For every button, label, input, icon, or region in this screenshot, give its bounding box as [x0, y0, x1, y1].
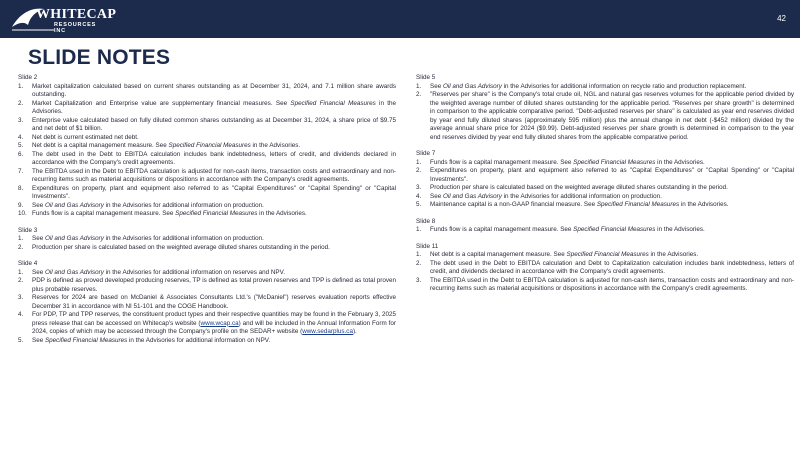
- note-number: 7.: [18, 167, 24, 175]
- note-text: [430, 167, 794, 184]
- note-text-run: in the Advisories.: [655, 158, 705, 166]
- note-number: 2.: [18, 243, 24, 251]
- note-item: [18, 117, 396, 134]
- italic-reference: Oil and Gas Advisory: [44, 201, 104, 209]
- note-text-run: in the Advisories for additional information on production.: [103, 235, 264, 242]
- note-text-run: "Reserves per share" is the Company's total crude oil, NGL and natural gas reserves volumes for the applicable period divided by the weighted average number of diluted shares outstanding for the applicable period. "Reserves per share growth" is determined in comparison to the applicable comparative period. "Debt-adjusted reserves per share" is calculated as year end reserves divided by year end fully diluted shares (approximately 595 million) plus the annual change in net debt (-$452 million) divided by the average annual share price for 2024 ($9.99). Debt-adjusted reserves per share growth is determined in comparison to the year end reserves divided by year end fully diluted shares from the applicable comparative period.: [430, 91, 794, 141]
- section-heading: Slide 3: [18, 226, 38, 234]
- note-text: [430, 260, 794, 277]
- note-item: [416, 159, 794, 168]
- header-bar: [0, 0, 800, 38]
- note-text: [32, 100, 396, 117]
- note-text-run: Expenditures on property, plant and equipment also referred to as "Capital Expenditures" or "Capital Spending" or "Capital Investments".: [430, 167, 794, 183]
- italic-reference: Specified Financial Measures: [44, 336, 128, 344]
- note-number: 1.: [18, 268, 24, 276]
- note-number: 4.: [18, 311, 24, 318]
- note-text: [32, 168, 396, 185]
- note-text: [430, 193, 794, 202]
- note-text-run: Maintenance capital is a non-GAAP financial measure. See: [430, 201, 597, 208]
- note-text: [32, 235, 396, 244]
- note-text-run: Funds flow is a capital management measure. See: [430, 158, 574, 166]
- note-number: 3.: [416, 184, 422, 191]
- note-item: [18, 294, 396, 311]
- note-text-run: Net debt is current estimated net debt.: [32, 133, 139, 141]
- note-item: [416, 184, 794, 193]
- note-number: 2.: [416, 91, 422, 98]
- note-number: 3.: [18, 116, 24, 124]
- note-item: [18, 210, 396, 219]
- website-link[interactable]: www.sedarplus.ca: [302, 328, 353, 335]
- note-text: [430, 184, 794, 193]
- note-text-run: in the Advisories.: [655, 226, 705, 233]
- italic-reference: Specified Financial Measures: [168, 142, 251, 149]
- italic-reference: Specified Financial Measures: [566, 251, 649, 258]
- note-text: [32, 83, 396, 100]
- note-text-run: ) and will be included in the Annual Information Form for 2024, copies of which may be accessed through the Company's profile on the SEDAR+ website (: [32, 319, 396, 335]
- note-text-run: Market Capitalization and Enterprise value are supplementary financial measures. See: [32, 99, 291, 107]
- note-text-run: in the Advisories for additional information on recycle ratio and production replacement.: [501, 82, 747, 90]
- note-text-run: ).: [352, 328, 357, 335]
- section-heading: Slide 8: [416, 217, 436, 225]
- note-item: [416, 260, 794, 277]
- note-number: 9.: [18, 201, 24, 209]
- note-item: [18, 142, 396, 151]
- note-item: [18, 277, 396, 294]
- logo-subtitle: RESOURCES INC: [54, 22, 97, 34]
- section-heading: Slide 5: [416, 74, 436, 81]
- note-item: [416, 226, 794, 235]
- note-text-run: in the Advisories.: [679, 201, 729, 208]
- note-number: 2.: [416, 259, 422, 267]
- note-item: [416, 167, 794, 184]
- note-text-run: Net debt is a capital management measure. See: [32, 142, 169, 149]
- section-heading: Slide 2: [18, 74, 38, 81]
- note-number: 5.: [18, 336, 24, 344]
- note-text: [430, 201, 794, 210]
- note-number: 1.: [416, 251, 422, 258]
- note-text-run: See: [32, 235, 45, 242]
- note-item: [18, 311, 396, 337]
- note-number: 1.: [18, 235, 24, 242]
- note-item: [18, 235, 396, 244]
- note-text: [32, 134, 396, 143]
- note-text-run: Production per share is calculated based on the weighted average diluted shares outstanding in the period.: [430, 184, 728, 191]
- note-text-run: Production per share is calculated based on the weighted average diluted shares outstanding in the period.: [32, 243, 330, 251]
- note-number: 1.: [416, 158, 422, 166]
- note-number: 3.: [416, 276, 422, 284]
- note-text-run: in the Advisories.: [32, 99, 396, 115]
- note-text: [32, 117, 396, 134]
- left-notes-column: [18, 74, 396, 353]
- note-text-run: See: [32, 336, 45, 344]
- note-text-run: Enterprise value calculated based on fully diluted common shares outstanding as at December 31, 2024, a share price of $9.75 and net debt of $1 billion.: [32, 116, 396, 132]
- italic-reference: Oil and Gas Advisory: [442, 82, 502, 90]
- note-item: [416, 251, 794, 260]
- note-item: [18, 185, 396, 202]
- notes-section: [18, 260, 396, 345]
- section-heading: Slide 4: [18, 260, 38, 267]
- note-item: [18, 100, 396, 117]
- italic-reference: Oil and Gas Advisory: [44, 268, 104, 276]
- note-number: 3.: [18, 294, 24, 301]
- note-text-run: For PDP, TP and TPP reserves, the constituent product types and their respective quantities may be found in the February 3, 2025 press release that can be accessed on Whitecap's website (: [32, 311, 396, 327]
- note-text-run: See: [32, 268, 45, 276]
- note-text: [430, 83, 794, 92]
- italic-reference: Specified Financial Measures: [175, 210, 258, 217]
- note-item: [18, 134, 396, 143]
- note-text-run: Market capitalization calculated based on current shares outstanding as at December 31, 2024, and 7.1 million share awards outstanding.: [32, 82, 396, 98]
- note-number: 10.: [18, 210, 27, 217]
- note-item: [18, 202, 396, 211]
- page-title: SLIDE NOTES: [28, 46, 171, 69]
- note-item: [416, 277, 794, 294]
- note-text-run: Funds flow is a capital management measure. See: [430, 226, 574, 233]
- note-text: [32, 185, 396, 202]
- website-link[interactable]: www.wcap.ca: [200, 319, 239, 327]
- note-item: [18, 83, 396, 100]
- logo-wordmark: WHITECAP: [36, 7, 117, 22]
- section-heading: Slide 11: [416, 242, 439, 250]
- note-item: [18, 168, 396, 185]
- note-number: 8.: [18, 184, 24, 192]
- note-text-run: in the Advisories for additional information on production.: [103, 201, 264, 209]
- note-text-run: See: [430, 192, 443, 200]
- note-number: 1.: [416, 82, 422, 90]
- note-text: [32, 294, 396, 311]
- section-heading: Slide 7: [416, 150, 436, 157]
- italic-reference: Oil and Gas Advisory: [44, 235, 104, 242]
- note-text: [32, 311, 396, 337]
- note-number: 5.: [18, 142, 24, 149]
- notes-section: [18, 227, 396, 253]
- notes-section: [416, 150, 794, 210]
- note-item: [18, 244, 396, 253]
- note-text: [32, 277, 396, 294]
- note-number: 5.: [416, 201, 422, 208]
- note-text: [430, 226, 794, 235]
- note-text-run: Net debt is a capital management measure. See: [430, 251, 567, 258]
- note-text-run: See: [430, 82, 443, 90]
- note-number: 1.: [416, 226, 422, 233]
- note-number: 4.: [416, 192, 422, 200]
- note-item: [18, 269, 396, 278]
- note-text-run: The EBITDA used in the Debt to EBITDA calculation is adjusted for non-cash items, transaction costs and extraordinary and non-recurring items such as material acquisitions or dispositions in accordance with the Company's credit agreements.: [32, 167, 396, 183]
- note-item: [416, 193, 794, 202]
- note-text: [32, 244, 396, 253]
- note-item: [416, 201, 794, 210]
- note-text: [32, 269, 396, 278]
- note-text: [32, 337, 396, 346]
- note-text-run: PDP is defined as proved developed producing reserves, TP is defined as total proven reserves and TPP is defined as total proven plus probable reserves.: [32, 277, 396, 293]
- italic-reference: Specified Financial Measures: [573, 158, 656, 166]
- italic-reference: Specified Financial Measures: [596, 201, 680, 208]
- note-text-run: in the Advisories for additional information on production.: [501, 192, 662, 200]
- note-text-run: Funds flow is a capital management measure. See: [32, 210, 176, 217]
- notes-section: [416, 74, 794, 142]
- note-text-run: The debt used in the Debt to EBITDA calculation includes bank indebtedness, letters of credit, and dividends declared in accordance with the Company's credit agreements.: [32, 150, 396, 166]
- note-text-run: in the Advisories for additional information on NPV.: [127, 336, 271, 344]
- note-number: 1.: [18, 82, 24, 90]
- note-text-run: See: [32, 201, 45, 209]
- note-text-run: in the Advisories.: [648, 251, 699, 258]
- note-text-run: The EBITDA used in the Debt to EBITDA calculation is adjusted for non-cash items, transaction costs and extraordinary and non-recurring items such as material acquisitions or dispositions in accordance with the Company's credit agreements.: [430, 276, 794, 292]
- note-text: [32, 202, 396, 211]
- note-text-run: Reserves for 2024 are based on McDaniel & Associates Consultants Ltd.'s ("McDaniel") reserves evaluation reports effective December 31 in accordance with NI 51-101 and the COGE Handbook.: [32, 294, 396, 310]
- notes-section: [18, 74, 396, 219]
- note-item: [416, 83, 794, 92]
- note-item: [18, 337, 396, 346]
- note-text: [32, 210, 396, 219]
- note-text: [32, 142, 396, 151]
- notes-section: [416, 243, 794, 294]
- note-text-run: in the Advisories.: [250, 142, 301, 149]
- note-item: [18, 151, 396, 168]
- note-text: [430, 159, 794, 168]
- note-item: [416, 91, 794, 142]
- note-text-run: in the Advisories.: [257, 210, 307, 217]
- right-notes-column: [416, 74, 794, 302]
- note-text-run: in the Advisories for additional information on reserves and NPV.: [103, 268, 285, 276]
- note-text: [430, 91, 794, 142]
- note-text: [430, 277, 794, 294]
- note-number: 2.: [18, 277, 24, 284]
- note-number: 6.: [18, 150, 24, 158]
- whitecap-logo: [10, 3, 117, 35]
- note-text: [32, 151, 396, 168]
- italic-reference: Oil and Gas Advisory: [442, 192, 502, 200]
- note-text-run: The debt used in the Debt to EBITDA calculation and Debt to Capitalization calculation includes bank indebtedness, letters of credit, and dividends declared in accordance with the Company's credit agreements.: [430, 259, 794, 275]
- note-text: [430, 251, 794, 260]
- italic-reference: Specified Financial Measures: [290, 99, 376, 107]
- page-number: 42: [777, 14, 786, 23]
- note-number: 4.: [18, 133, 24, 141]
- notes-section: [416, 218, 794, 235]
- note-text-run: Expenditures on property, plant and equipment also referred to as "Capital Expenditures" or "Capital Spending" or "Capital Investments".: [32, 184, 396, 200]
- note-number: 2.: [18, 99, 24, 107]
- italic-reference: Specified Financial Measures: [573, 226, 656, 233]
- note-number: 2.: [416, 167, 422, 174]
